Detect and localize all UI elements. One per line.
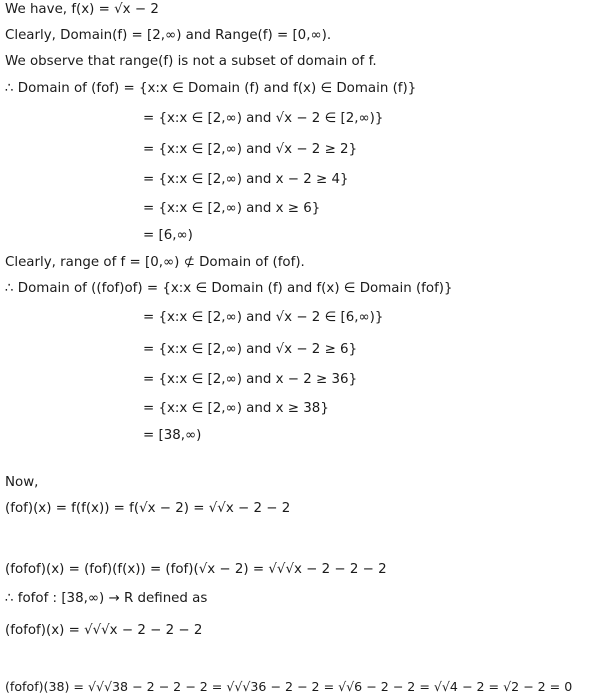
- line-6: [143, 140, 357, 160]
- line-15-text: = {x:x ∈ [2,∞) and x ≥ 38}: [143, 401, 329, 416]
- line-16-text: = [38,∞): [143, 428, 202, 443]
- line-9-text: = [6,∞): [143, 228, 193, 243]
- line-14: [143, 370, 357, 390]
- line-13-text: = {x:x ∈ [2,∞) and √x − 2 ≥ 6}: [143, 342, 358, 357]
- line-17: [5, 473, 38, 493]
- line-10-text: Clearly, range of f = [0,∞) ⊄ Domain of (fof).: [5, 255, 305, 270]
- line-1: [5, 0, 159, 20]
- line-6-text: = {x:x ∈ [2,∞) and √x − 2 ≥ 2}: [143, 142, 358, 157]
- line-20-text: ∴ fofof : [38,∞) → R defined as: [5, 591, 208, 606]
- line-22: [5, 677, 572, 697]
- line-12: [143, 308, 383, 328]
- line-9: [143, 226, 193, 246]
- line-8: [143, 199, 320, 219]
- line-20: [5, 589, 207, 609]
- line-8-text: = {x:x ∈ [2,∞) and x ≥ 6}: [143, 201, 321, 216]
- line-2: [5, 26, 331, 46]
- line-14-text: = {x:x ∈ [2,∞) and x − 2 ≥ 36}: [143, 372, 358, 387]
- line-22-text: (fofof)(38) = √√√38 − 2 − 2 − 2 = √√√36 − 2 − 2 = √√6 − 2 − 2 = √√4 − 2 = √2 − 2 = 0: [5, 679, 573, 694]
- line-4-text: ∴ Domain of (fof) = {x:x ∈ Domain (f) and f(x) ∈ Domain (f)}: [5, 81, 417, 96]
- line-17-text: Now,: [5, 475, 39, 490]
- line-11: [5, 279, 453, 299]
- line-18-text: (fof)(x) = f(f(x)) = f(√x − 2) = √√x − 2 − 2: [5, 501, 291, 516]
- line-19-text: (fofof)(x) = (fof)(f(x)) = (fof)(√x − 2) = √√√x − 2 − 2 − 2: [5, 562, 387, 577]
- line-21: [5, 621, 202, 641]
- line-15: [143, 399, 329, 419]
- line-12-text: = {x:x ∈ [2,∞) and √x − 2 ∈ [6,∞)}: [143, 310, 384, 325]
- line-5-text: = {x:x ∈ [2,∞) and √x − 2 ∈ [2,∞)}: [143, 111, 384, 126]
- line-5: [143, 109, 383, 129]
- line-1-text: We have, f(x) = √x − 2: [5, 2, 159, 17]
- line-4: [5, 79, 416, 99]
- line-3: [5, 52, 377, 72]
- line-18: [5, 499, 290, 519]
- line-11-text: ∴ Domain of ((fof)of) = {x:x ∈ Domain (f) and f(x) ∈ Domain (fof)}: [5, 281, 453, 296]
- line-7: [143, 170, 349, 190]
- line-10: [5, 253, 305, 273]
- line-13: [143, 340, 357, 360]
- line-21-text: (fofof)(x) = √√√x − 2 − 2 − 2: [5, 623, 203, 638]
- line-7-text: = {x:x ∈ [2,∞) and x − 2 ≥ 4}: [143, 172, 349, 187]
- line-2-text: Clearly, Domain(f) = [2,∞) and Range(f) = [0,∞).: [5, 28, 332, 43]
- line-19: [5, 560, 387, 580]
- line-16: [143, 426, 201, 446]
- line-3-text: We observe that range(f) is not a subset of domain of f.: [5, 54, 377, 69]
